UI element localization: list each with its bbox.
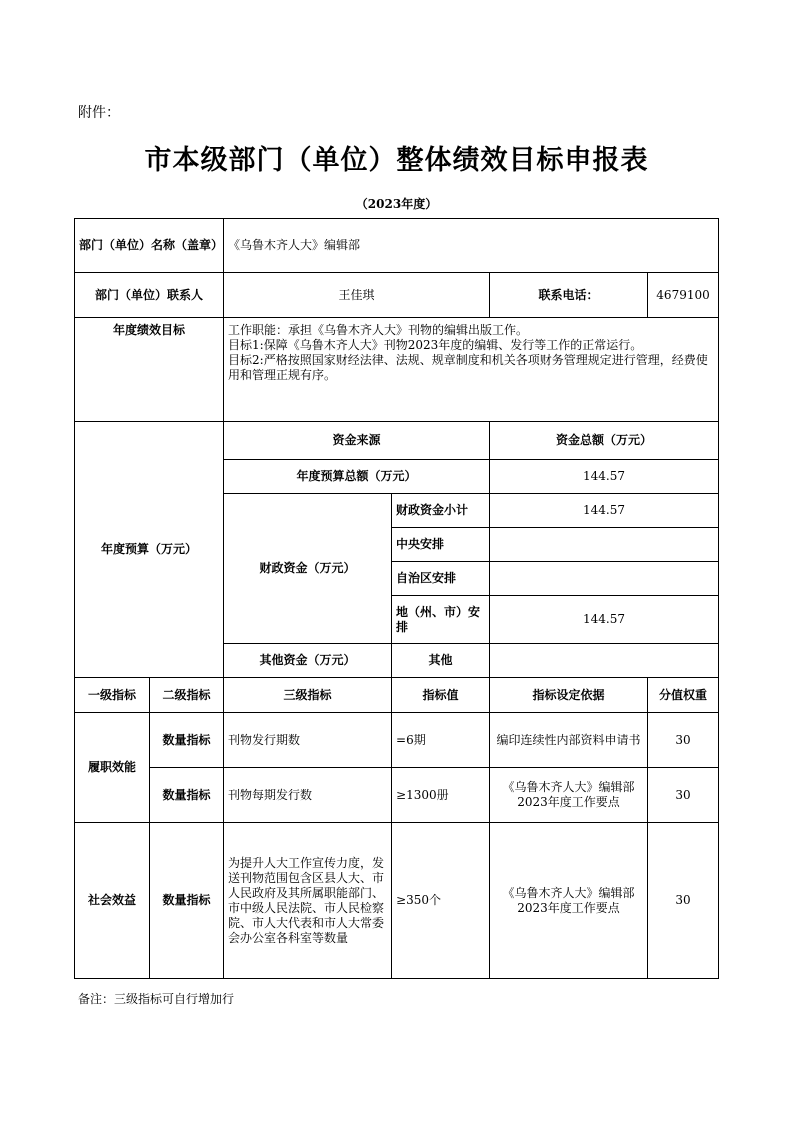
table-row <box>75 713 719 768</box>
header-basis: 指标设定依据 <box>490 678 648 713</box>
central-value <box>490 528 719 562</box>
goals-line-3: 目标2:严格按照国家财经法律、法规、规章制度和机关各项财务管理规定进行管理，经费使用和管理正规有序。 <box>228 353 708 382</box>
footnote: 备注：三级指标可自行增加行 <box>78 992 235 1006</box>
goals-line-1: 工作职能：承担《乌鲁木齐人大》刊物的编辑出版工作。 <box>228 323 529 337</box>
year-label: （2023年度） <box>355 197 438 211</box>
dept-name-label: 部门（单位）名称（盖章） <box>75 219 224 273</box>
level2-cell: 数量指标 <box>150 768 224 823</box>
annual-total-value: 144.57 <box>490 460 719 494</box>
header-level1: 一级指标 <box>75 678 150 713</box>
central-label: 中央安排 <box>392 528 490 562</box>
region-label: 自治区安排 <box>392 562 490 596</box>
goals-line-2: 目标1:保障《乌鲁木齐人大》刊物2023年度的编辑、发行等工作的正常运行。 <box>228 338 643 352</box>
table-row <box>75 768 719 823</box>
header-level3: 三级指标 <box>224 678 392 713</box>
contact-label: 部门（单位）联系人 <box>75 273 224 318</box>
level3-cell: 刊物发行期数 <box>224 713 392 768</box>
weight-cell: 30 <box>648 768 719 823</box>
basis-cell: 编印连续性内部资料申请书 <box>490 713 648 768</box>
basis-cell: 《乌鲁木齐人大》编辑部2023年度工作要点 <box>490 823 648 979</box>
local-label: 地（州、市）安排 <box>392 596 490 644</box>
header-weight: 分值权重 <box>648 678 719 713</box>
annual-total-label: 年度预算总额（万元） <box>224 460 490 494</box>
basis-cell: 《乌鲁木齐人大》编辑部2023年度工作要点 <box>490 768 648 823</box>
level2-cell: 数量指标 <box>150 823 224 979</box>
level1-cell: 履职效能 <box>75 713 150 823</box>
fiscal-subtotal-value: 144.57 <box>490 494 719 528</box>
local-value: 144.57 <box>490 596 719 644</box>
other-label: 其他资金（万元） <box>224 644 392 678</box>
goals-label: 年度绩效目标 <box>75 318 224 422</box>
level3-cell: 为提升人大工作宣传力度，发送刊物范围包含区县人大、市人民政府及其所属职能部门、市中级人民法院、市人民检察院、市人大代表和市人大常委会办公室各科室等数量 <box>224 823 392 979</box>
contact-value: 王佳琪 <box>224 273 490 318</box>
value-cell: ≥1300册 <box>392 768 490 823</box>
other-value <box>490 644 719 678</box>
table-row <box>75 823 719 979</box>
attachment-label: 附件： <box>78 105 120 121</box>
fiscal-label: 财政资金（万元） <box>224 494 392 644</box>
region-value <box>490 562 719 596</box>
budget-total-header: 资金总额（万元） <box>490 422 719 460</box>
level1-cell: 社会效益 <box>75 823 150 979</box>
header-level2: 二级指标 <box>150 678 224 713</box>
value-cell: =6期 <box>392 713 490 768</box>
other-sub-label: 其他 <box>392 644 490 678</box>
weight-cell: 30 <box>648 713 719 768</box>
budget-label: 年度预算（万元） <box>75 422 224 678</box>
dept-name-value: 《乌鲁木齐人大》编辑部 <box>224 219 719 273</box>
fiscal-subtotal-label: 财政资金小计 <box>392 494 490 528</box>
value-cell: ≥350个 <box>392 823 490 979</box>
phone-value: 4679100 <box>648 273 719 318</box>
budget-source-header: 资金来源 <box>224 422 490 460</box>
level2-cell: 数量指标 <box>150 713 224 768</box>
header-value: 指标值 <box>392 678 490 713</box>
level3-cell: 刊物每期发行数 <box>224 768 392 823</box>
phone-label: 联系电话： <box>490 273 648 318</box>
goals-text <box>224 318 719 422</box>
page-title: 市本级部门（单位）整体绩效目标申报表 <box>144 145 649 176</box>
weight-cell: 30 <box>648 823 719 979</box>
performance-table <box>74 218 719 979</box>
